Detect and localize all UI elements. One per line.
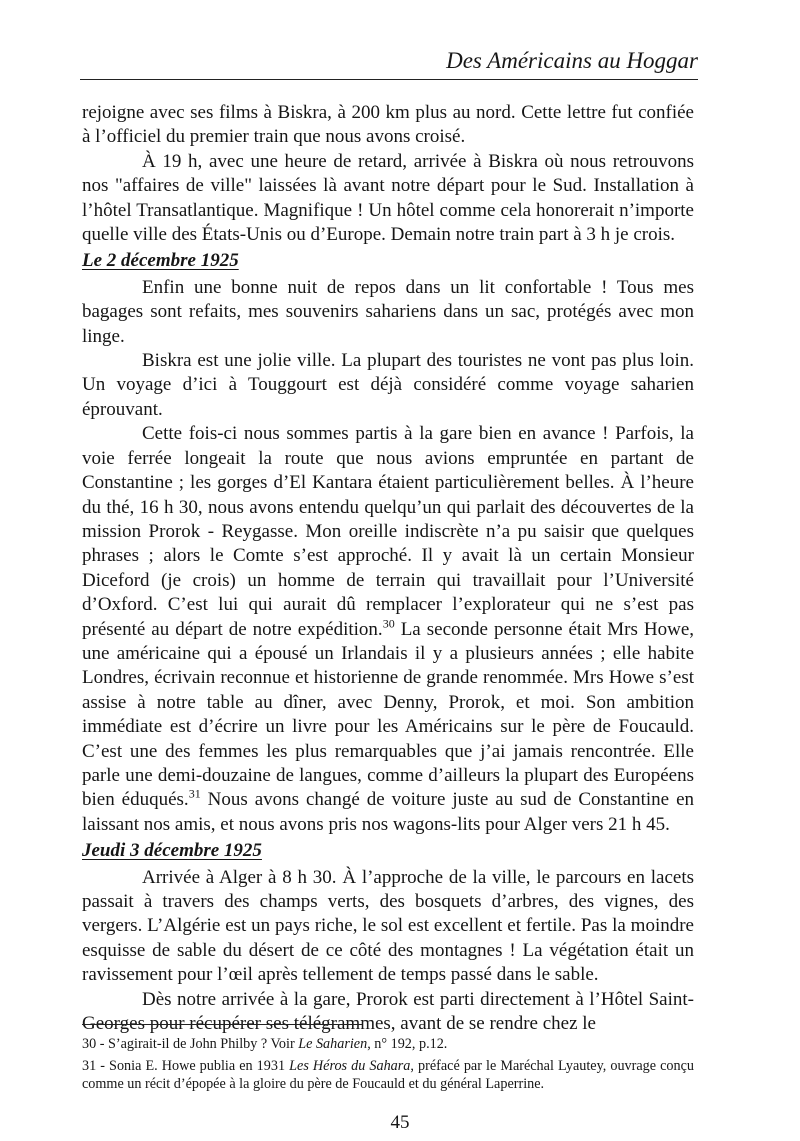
footnote-rule [82, 1024, 362, 1025]
footnote-text: , n° 192, p.12. [367, 1036, 448, 1052]
running-header: Des Américains au Hoggar [446, 48, 698, 73]
paragraph: Biskra est une jolie ville. La plupart des touristes ne vont pas plus loin. Un voyage d’ici à Touggourt est déjà considéré comme voyage saharien éprouvant. [82, 350, 694, 420]
footnote-text: 30 - S’agirait-il de John Philby ? Voir [82, 1036, 299, 1052]
paragraph [82, 422, 694, 837]
page-number: 45 [390, 1112, 410, 1133]
footnote-30 [82, 1035, 694, 1053]
footnotes [82, 1035, 694, 1097]
body-text [82, 101, 694, 1036]
footnote-title: Le Saharien [298, 1036, 368, 1052]
paragraph: À 19 h, avec une heure de retard, arrivée à Biskra où nous retrouvons nos "affaires de ville" laissées là avant notre départ pour le Sud. Installation à l’hôtel Transatlantique. Magnifique ! Un hôtel comme cela honorerait n’importe quelle ville des États-Unis ou d’Europe. Demain notre train part à 3 h je crois. [82, 150, 694, 246]
date-heading: Le 2 décembre 1925 [82, 250, 239, 272]
footnote-title: Les Héros du Sahara [289, 1058, 411, 1074]
footnote-text: , préfacé par le Maréchal Lyautey, ouvrage conçu comme un récit d’épopée à la gloire du père de Foucauld et du général Laperrine. [82, 1058, 695, 1092]
paragraph: Dès notre arrivée à la gare, Prorok est parti directement à l’Hôtel Saint-Georges pour récupérer ses télégrammes, avant de se rendre chez le [82, 988, 694, 1035]
paragraph: Arrivée à Alger à 8 h 30. À l’approche de la ville, le parcours en lacets passait à travers des champs verts, des bosquets d’arbres, des vignes, des vergers. L’Algérie est un pays riche, le sol est excellent et fertile. Pas la moindre esquisse de sable du désert de ce côté des montagnes ! La végétation était un ravissement pour l’œil après tellement de temps passé dans le sable. [82, 866, 694, 986]
paragraph: rejoigne avec ses films à Biskra, à 200 km plus au nord. Cette lettre fut confiée à l’officiel du premier train que nous avons croisé. [82, 102, 694, 148]
footnote-ref[interactable]: 30 [382, 616, 395, 631]
footnote-31 [82, 1057, 694, 1093]
header-rule [80, 79, 698, 80]
paragraph-text: Nous avons changé de voiture juste au sud de Constantine en laissant nos amis, et nous avons pris nos wagons-lits pour Alger vers 21 h 45. [82, 789, 694, 835]
date-heading: Jeudi 3 décembre 1925 [82, 840, 262, 862]
footnote-text: 31 - Sonia E. Howe publia en 1931 [82, 1058, 290, 1074]
footnote-ref[interactable]: 31 [188, 787, 201, 802]
paragraph: Enfin une bonne nuit de repos dans un lit confortable ! Tous mes bagages sont refaits, mes souvenirs sahariens dans un sac, protégés avec mon linge. [82, 276, 694, 347]
paragraph-text: Cette fois-ci nous sommes partis à la gare bien en avance ! Parfois, la voie ferrée longeait la route que nous avions empruntée en partant de Constantine ; les gorges d’El Kantara étaient particulièrement belles. À l’heure du thé, 16 h 30, nous avons entendu quelqu’un qui parlait des découvertes de la mission Prorok - Reygasse. Mon oreille indiscrète n’a pu saisir que quelques phrases ; alors le Comte s’est approché. Il y avait là un certain Monsieur Diceford (je crois) un homme de terrain qui travaillait pour l’Université d’Oxford. C’est lui qui aurait dû remplacer l’explorateur qui ne s’est pas présenté au départ de notre expédition. [82, 423, 694, 640]
paragraph-text: La seconde personne était Mrs Howe, une américaine qui a épousé un Irlandais il y a plusieurs années ; elle habite Londres, écrivain reconnue et historienne de grande renommée. Mrs Howe s’est assise à notre table au dîner, avec Denny, Prorok, et moi. Son ambition immédiate est d’écrire un livre pour les Américains sur le père de Foucauld. C’est une des femmes les plus remarquables que j’ai jamais rencontrée. Elle parle une demi-douzaine de langues, comme d’ailleurs la plupart des Européens bien éduqués. [82, 618, 695, 811]
